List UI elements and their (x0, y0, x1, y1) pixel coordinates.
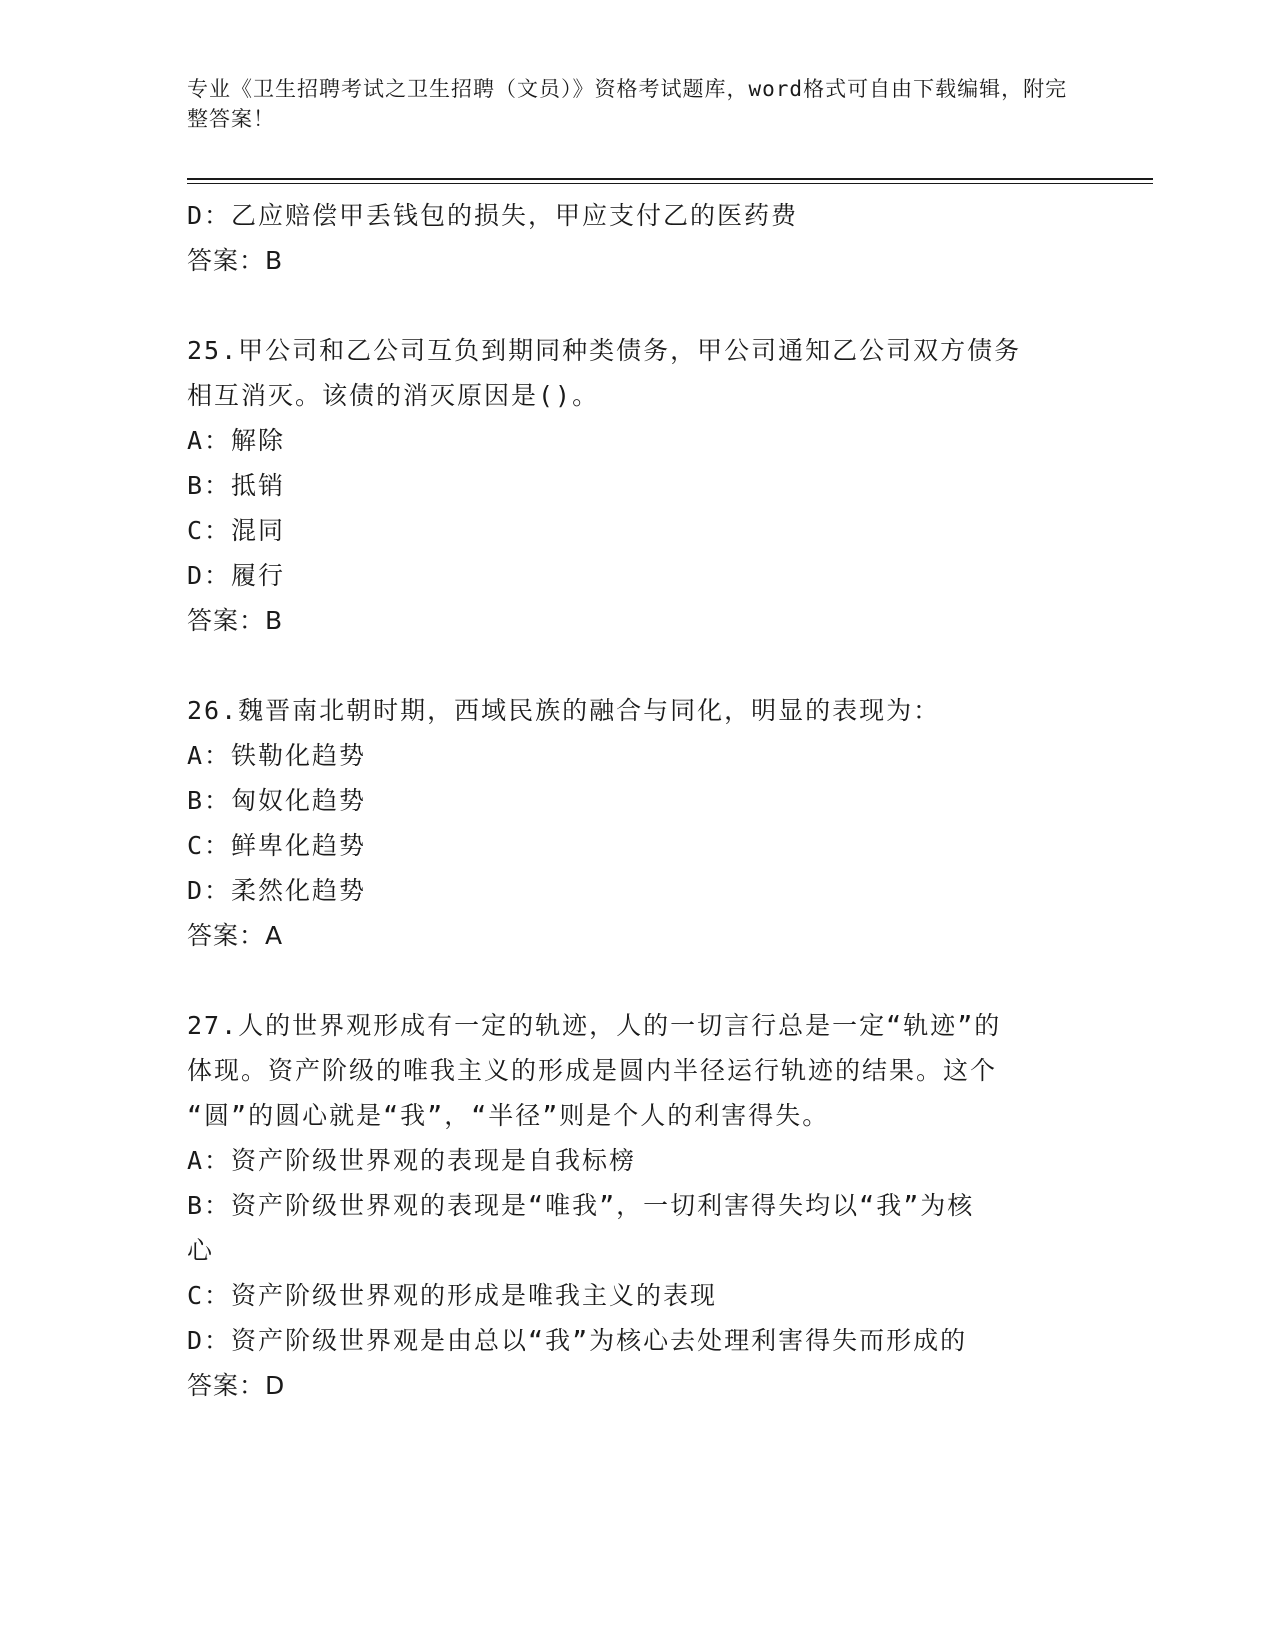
answer: 答案：B (187, 606, 284, 635)
question-stem-line: 26.魏晋南北朝时期，西域民族的融合与同化，明显的表现为： (187, 696, 941, 725)
question-content (187, 193, 1077, 1408)
option-a: A：铁勒化趋势 (187, 741, 367, 770)
prev-answer: 答案：B (187, 246, 284, 275)
answer: 答案：D (187, 1371, 286, 1400)
option-d: D：履行 (187, 561, 286, 590)
prev-option-d: D：乙应赔偿甲丢钱包的损失，甲应支付乙的医药费 (187, 201, 799, 230)
option-c: C：鲜卑化趋势 (187, 831, 367, 860)
option-b: B：匈奴化趋势 (187, 786, 367, 815)
option-a: A：解除 (187, 426, 286, 455)
answer: 答案：A (187, 921, 284, 950)
question-27 (187, 1003, 1077, 1408)
page-header: 专业《卫生招聘考试之卫生招聘（文员）》资格考试题库，word格式可自由下载编辑，附完整答案！ (187, 77, 1068, 131)
option-b-continued: 心 (187, 1236, 215, 1265)
option-d: D：资产阶级世界观是由总以“我”为核心去处理利害得失而形成的 (187, 1326, 968, 1355)
option-c: C：混同 (187, 516, 286, 545)
option-a: A：资产阶级世界观的表现是自我标榜 (187, 1146, 637, 1175)
option-c: C：资产阶级世界观的形成是唯我主义的表现 (187, 1281, 718, 1310)
question-stem-line: 27.人的世界观形成有一定的轨迹，人的一切言行总是一定“轨迹”的 (187, 1011, 1002, 1040)
question-25 (187, 328, 1077, 643)
question-26 (187, 688, 1077, 958)
option-d: D：柔然化趋势 (187, 876, 367, 905)
question-stem-line: 25.甲公司和乙公司互负到期同种类债务，甲公司通知乙公司双方债务 (187, 336, 1022, 365)
question-stem-line: “圆”的圆心就是“我”，“半径”则是个人的利害得失。 (187, 1101, 830, 1130)
header-rule-thick (187, 178, 1153, 180)
question-stem-line: 体现。资产阶级的唯我主义的形成是圆内半径运行轨迹的结果。这个 (187, 1056, 998, 1085)
header-rule-thin (187, 183, 1153, 184)
question-stem-line: 相互消灭。该债的消灭原因是()。 (187, 381, 600, 410)
option-b: B：资产阶级世界观的表现是“唯我”，一切利害得失均以“我”为核 (187, 1191, 975, 1220)
option-b: B：抵销 (187, 471, 286, 500)
